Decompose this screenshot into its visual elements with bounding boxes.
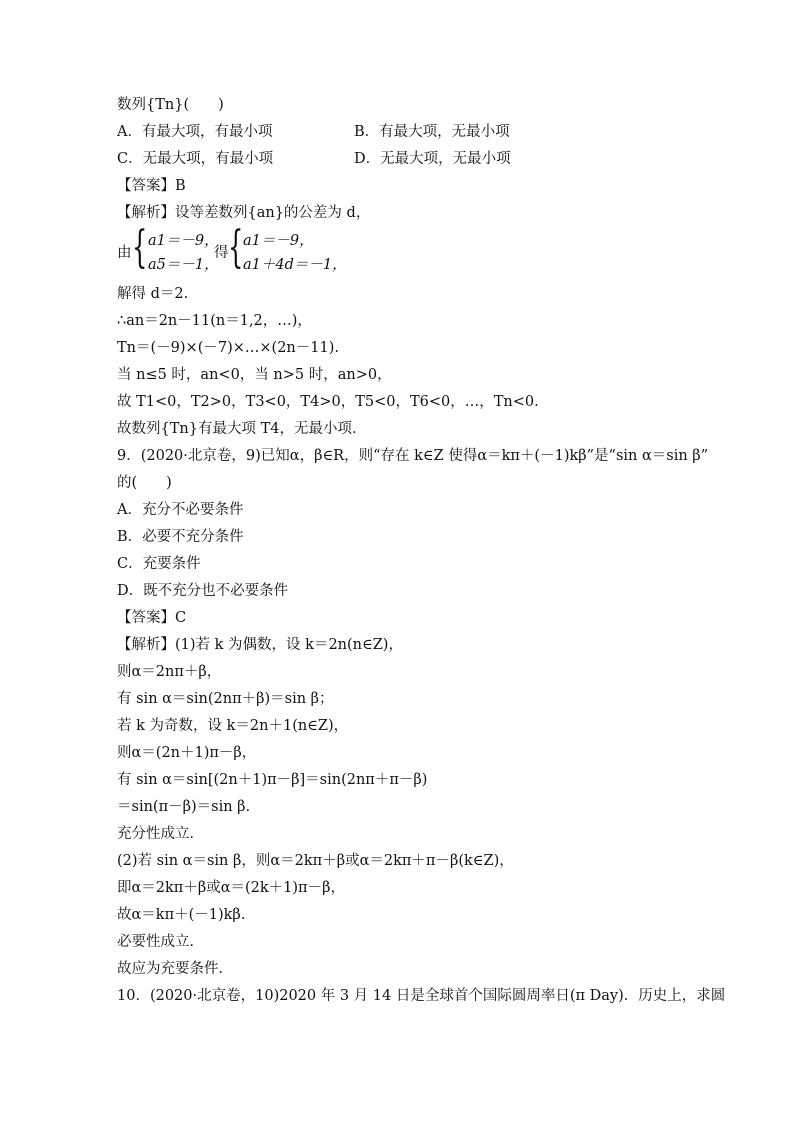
solution-line: 故α＝kπ＋(－1)kβ. (117, 907, 246, 923)
solution-line: 当 n≤5 时，an<0，当 n>5 时，an>0， (117, 367, 392, 383)
solution-line: 即α＝2kπ＋β或α＝(2k＋1)π－β， (117, 880, 345, 896)
solution-line: 有 sin α＝sin[(2n＋1)π－β]＝sin(2nπ＋π－β) (117, 772, 428, 788)
you-label: 由 (117, 245, 132, 261)
solution-line: Tn＝(－9)×(－7)×…×(2n－11). (117, 340, 339, 356)
solution-line: 若 k 为奇数，设 k＝2n＋1(n∈Z)， (117, 718, 349, 734)
analysis-line: 【解析】(1)若 k 为偶数，设 k＝2n(n∈Z)， (117, 637, 403, 653)
choice-a: A．充分不必要条件 (117, 502, 244, 518)
question-stem: 数列{Tn}( ) (117, 97, 224, 113)
system1-row2: a5＝－1， (148, 257, 219, 273)
solution-line: 有 sin α＝sin(2nπ＋β)＝sin β； (117, 691, 334, 707)
solution-line: 则α＝2nπ＋β， (117, 664, 222, 680)
choice-c: C．无最大项，有最小项 (117, 151, 274, 167)
system1-row1: a1＝－9， (148, 233, 219, 249)
solution-line: (2)若 sin α＝sin β，则α＝2kπ＋β或α＝2kπ＋π－β(k∈Z)， (117, 853, 514, 869)
solution-line: 充分性成立． (117, 826, 204, 842)
choice-c: C．充要条件 (117, 556, 201, 572)
solution-line: 故 T1<0，T2>0，T3<0，T4>0，T5<0，T6<0，…，Tn<0. (117, 394, 539, 410)
left-brace-2: { (228, 222, 244, 273)
system2-row2: a1＋4d＝－1， (243, 257, 347, 273)
question-10-stem: 10．(2020·北京卷，10)2020 年 3 月 14 日是全球首个国际圆周率日(π Day)．历史上，求圆 (117, 988, 726, 1004)
solution-line: ∴an＝2n－11(n＝1,2，…)， (117, 313, 312, 329)
solution-line: 则α＝(2n＋1)π－β， (117, 745, 257, 761)
choice-b: B．必要不充分条件 (117, 529, 244, 545)
solution-line: 故数列{Tn}有最大项 T4，无最小项． (117, 421, 367, 437)
solution-line: ＝sin(π－β)＝sin β. (117, 799, 251, 815)
question-9-stem-cont: 的( ) (117, 475, 172, 491)
answer-label: 【答案】C (117, 610, 187, 626)
left-brace-1: { (132, 222, 148, 273)
analysis-line: 【解析】设等差数列{an}的公差为 d， (117, 205, 371, 221)
de-label: 得 (214, 245, 229, 261)
system2-row1: a1＝－9， (243, 233, 314, 249)
question-9-stem: 9．(2020·北京卷，9)已知α，β∈R，则“存在 k∈Z 使得α＝kπ＋(－1)kβ”是“sin α＝sin β” (117, 448, 709, 464)
choice-a: A．有最大项，有最小项 (117, 124, 273, 140)
choice-d: D．既不充分也不必要条件 (117, 583, 289, 599)
solution-line: 解得 d＝2. (117, 286, 189, 302)
answer-label: 【答案】B (117, 178, 186, 194)
solution-line: 故应为充要条件． (117, 961, 233, 977)
solution-line: 必要性成立． (117, 934, 204, 950)
choice-b: B．有最大项，无最小项 (354, 124, 510, 140)
choice-d: D．无最大项，无最小项 (354, 151, 511, 167)
